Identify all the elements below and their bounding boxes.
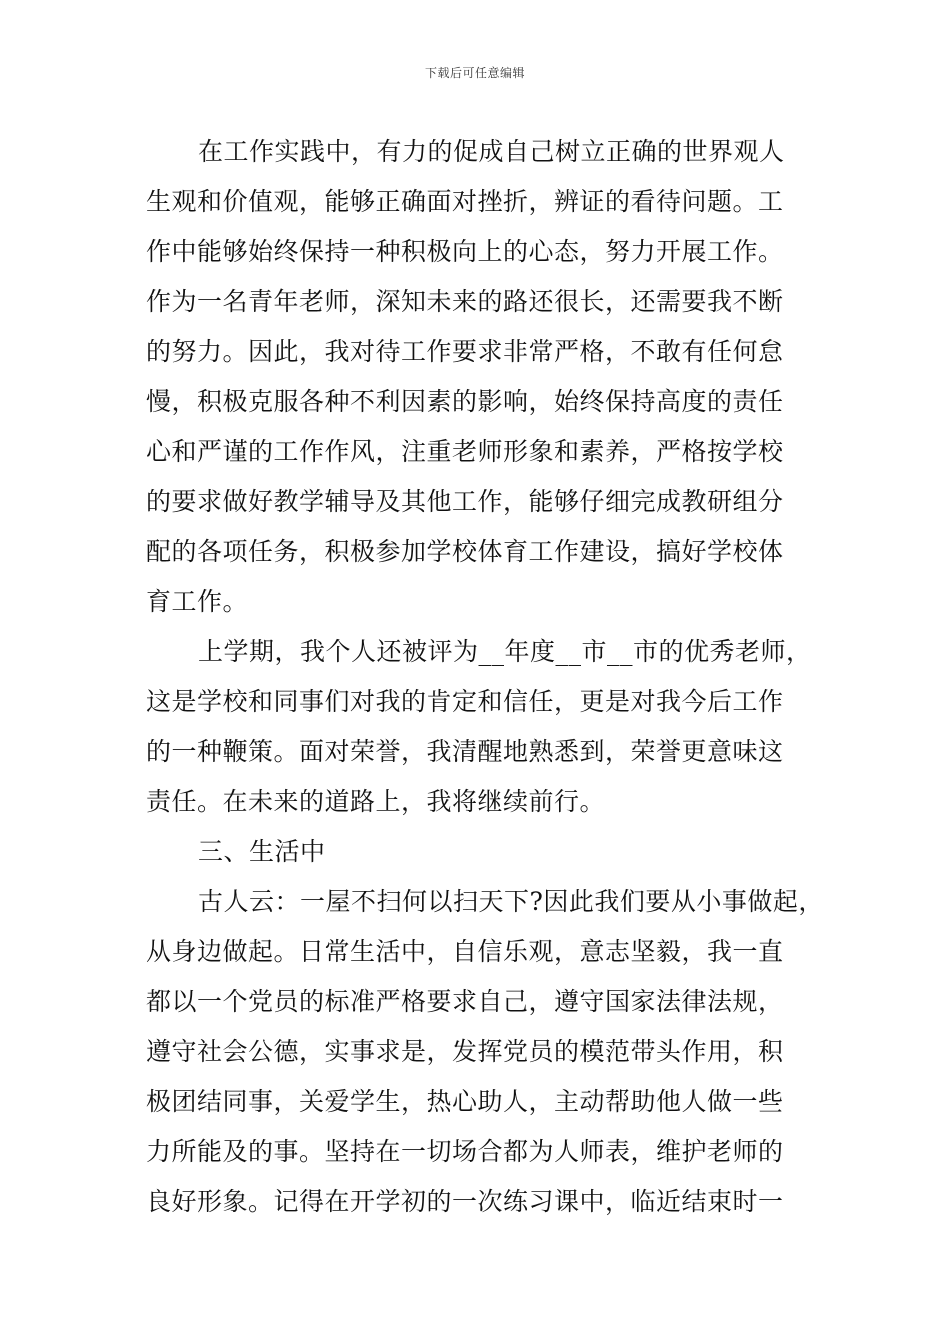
text-line: 的要求做好教学辅导及其他工作，能够仔细完成教研组分	[146, 487, 784, 516]
document-body	[146, 127, 824, 1227]
text-line: 生观和价值观，能够正确面对挫折，辨证的看待问题。工	[146, 187, 784, 216]
text-line: 作中能够始终保持一种积极向上的心态，努力开展工作。	[146, 237, 784, 266]
text-line: 心和严谨的工作作风，注重老师形象和素养，严格按学校	[146, 437, 784, 466]
text-line: 的努力。因此，我对待工作要求非常严格，不敢有任何怠	[146, 337, 784, 366]
text-line: 力所能及的事。坚持在一切场合都为人师表，维护老师的	[146, 1137, 784, 1166]
text-line: 古人云：一屋不扫何以扫天下?因此我们要从小事做起，	[198, 887, 824, 916]
text-line: 配的各项任务，积极参加学校体育工作建设，搞好学校体	[146, 537, 784, 566]
text-line: 责任。在未来的道路上，我将继续前行。	[146, 787, 606, 816]
section-heading: 三、生活中	[198, 837, 326, 866]
text-line: 良好形象。记得在开学初的一次练习课中，临近结束时一	[146, 1187, 784, 1216]
section-heading-life	[146, 827, 810, 877]
text-line: 的一种鞭策。面对荣誉，我清醒地熟悉到，荣誉更意味这	[146, 737, 784, 766]
paragraph-work-practice	[146, 127, 810, 627]
page-header: 下载后可任意编辑	[424, 66, 525, 80]
text-line: 极团结同事，关爱学生，热心助人，主动帮助他人做一些	[146, 1087, 784, 1116]
text-line: 从身边做起。日常生活中，自信乐观，意志坚毅，我一直	[146, 937, 784, 966]
text-line: 在工作实践中，有力的促成自己树立正确的世界观人	[198, 137, 785, 166]
paragraph-daily-life	[146, 877, 824, 1227]
text-line: 育工作。	[146, 587, 249, 616]
text-line: 都以一个党员的标准严格要求自己，遵守国家法律法规，	[146, 987, 784, 1016]
text-line: 遵守社会公德，实事求是，发挥党员的模范带头作用，积	[146, 1037, 784, 1066]
text-line: 这是学校和同事们对我的肯定和信任，更是对我今后工作	[146, 687, 784, 716]
text-line: 作为一名青年老师，深知未来的路还很长，还需要我不断	[146, 287, 784, 316]
text-line: 上学期，我个人还被评为__年度__市__市的优秀老师，	[198, 637, 812, 666]
paragraph-honor	[146, 627, 810, 827]
text-line: 慢，积极克服各种不利因素的影响，始终保持高度的责任	[146, 387, 784, 416]
